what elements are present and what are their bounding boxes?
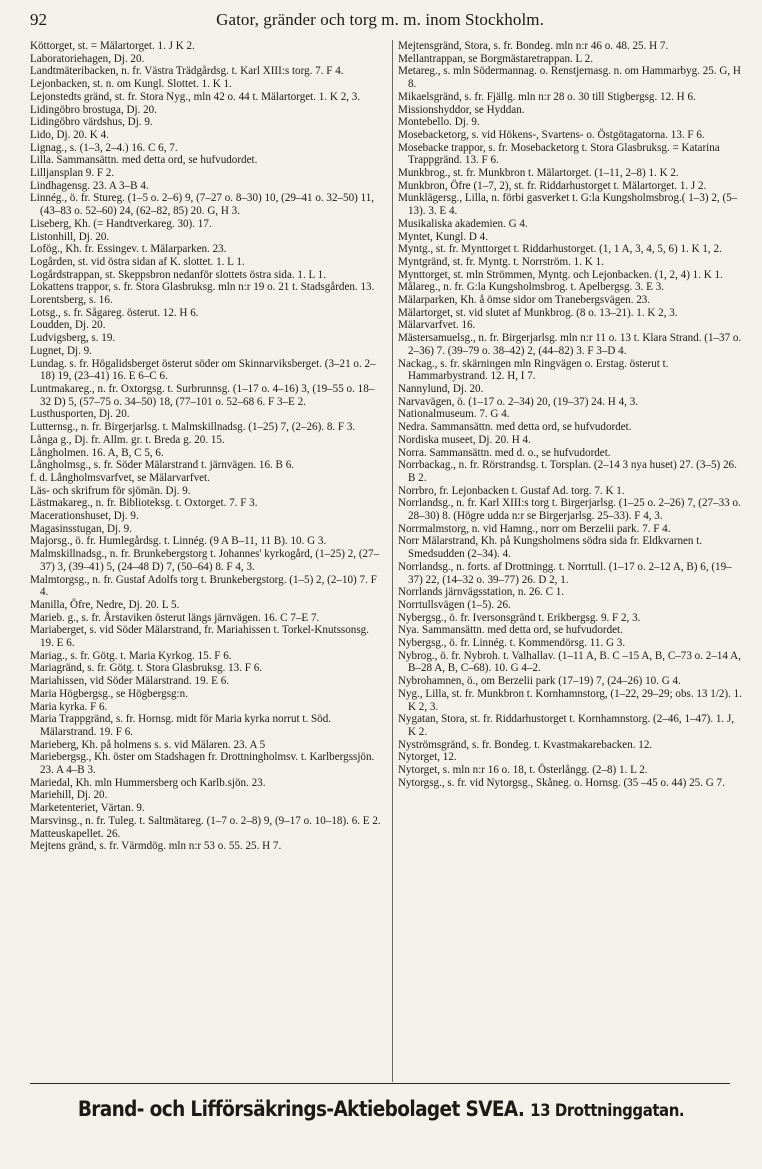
directory-entry: Nannylund, Dj. 20.	[398, 382, 484, 395]
directory-entry: Mariaberget, s. vid Söder Mälarstrand, fr. Mariahissen t. Torkel-Knutssonsg. 19. E 6.	[30, 624, 369, 650]
left-column	[30, 40, 382, 853]
directory-entry: Manilla, Öfre, Nedre, Dj. 20. L 5.	[30, 598, 180, 611]
directory-entry: Nygatan, Stora, st. fr. Riddarhustorget t. Kornhamnstorg. (2–46, 1–47). 1. J, K 2.	[398, 713, 735, 738]
directory-entry: Matteuskapellet. 26.	[30, 827, 121, 840]
directory-entry: Magasinsstugan, Dj. 9.	[30, 522, 132, 535]
directory-entry: Montebello. Dj. 9.	[398, 116, 480, 129]
directory-entry: Långa g., Dj. fr. Allm. gr. t. Breda g. 20. 15.	[30, 433, 225, 446]
directory-entry: Nybergsg., ö. fr. Linnég. t. Kommendörsg. 11. G 3.	[398, 637, 626, 650]
directory-entry: Missionshyddor, se Hyddan.	[398, 103, 525, 116]
page-header	[30, 10, 730, 36]
directory-entry: Logården, st. vid östra sidan af K. slottet. 1. L 1.	[30, 255, 245, 268]
directory-entry: Norra. Sammansättn. med d. o., se hufvudordet.	[398, 446, 611, 459]
directory-entry: Norrmalmstorg, n. vid Hamng., norr om Berzelii park. 7. F 4.	[398, 522, 671, 535]
directory-entry: Lusthusporten, Dj. 20.	[30, 408, 130, 421]
directory-entry: Lugnet, Dj. 9.	[30, 344, 92, 357]
directory-entry: Lejonstedts gränd, st. fr. Stora Nyg., mln 42 o. 44 t. Mälartorget. 1. K 2, 3.	[30, 90, 361, 103]
directory-entry: Marketenteriet, Värtan. 9.	[30, 802, 145, 815]
directory-entry: Köttorget, st. = Mälartorget. 1. J K 2.	[30, 40, 195, 52]
directory-entry: Musikaliska akademien. G 4.	[398, 217, 528, 230]
directory-entry: Lejonbacken, st. n. om Kungl. Slottet. 1. K 1.	[30, 78, 232, 91]
directory-entry: Norrlandsg., n. fr. Karl XIII:s torg t. Birgerjarlsg. (1–25 o. 2–26) 7, (27–33 o. 28–30) 8. (Högre udda n:r se Birgerjarlsg. 25–33). F 4, 3.	[398, 497, 741, 523]
directory-entry: Mariag., s. fr. Götg. t. Maria Kyrkog. 15. F 6.	[30, 649, 232, 662]
directory-entry: Myntg., st. fr. Mynttorget t. Riddarhustorget. (1, 1 A, 3, 4, 5, 6) 1. K 1, 2.	[398, 243, 722, 256]
directory-entry: Maria kyrka. F 6.	[30, 700, 108, 713]
directory-entry: Ludvigsberg, s. 19.	[30, 332, 116, 345]
directory-entry: Målareg., n. fr. G:la Kungsholmsbrog. t. Apelbergsg. 3. E 3.	[398, 281, 665, 294]
directory-entry: Nya. Sammansättn. med detta ord, se hufvudordet.	[398, 624, 623, 637]
page-number: 92	[30, 10, 47, 29]
directory-entry: Lilla. Sammansättn. med detta ord, se hufvudordet.	[30, 154, 258, 167]
directory-entry: Nytorget, s. mln n:r 16 o. 18, t. Österlångg. (2–8) 1. L 2.	[398, 764, 648, 777]
directory-entry: Mälarvarfvet. 16.	[398, 319, 476, 332]
directory-entry: Maria Trappgränd, s. fr. Hornsg. midt för Maria kyrka norrut t. Söd. Mälarstrand. 19. F 6.	[30, 713, 332, 738]
directory-entry: Mariehill, Dj. 20.	[30, 789, 108, 802]
directory-entry: Narvavägen, ö. (1–17 o. 2–34) 20, (19–37) 24. H 4, 3.	[398, 395, 639, 408]
directory-entry: Mälarparken, Kh. å ömse sidor om Tranebergsvägen. 23.	[398, 294, 651, 307]
directory-entry: Macerationshuset, Dj. 9.	[30, 510, 139, 523]
directory-entry: Lignag., s. (1–3, 2–4.) 16. C 6, 7.	[30, 141, 178, 154]
directory-entry: Marieb. g., s. fr. Årstaviken österut längs järnvägen. 16. C 7–E 7.	[30, 611, 320, 624]
directory-entry: Munkbron, Öfre (1–7, 2), st. fr. Riddarhustorget t. Mälartorget. 1. J 2.	[398, 179, 707, 192]
directory-entry: Nybrog., ö. fr. Nybroh. t. Valhallav. (1–11 A, B. C –15 A, B, C–73 o. 2–14 A, B–28 A, B, C–68). 10. G 4–2.	[398, 649, 741, 675]
directory-entry: Mejtens gränd, s. fr. Värmdög. mln n:r 53 o. 55. 25. H 7.	[30, 840, 282, 853]
directory-entry: Norrlands järnvägsstation, n. 26. C 1.	[398, 586, 565, 599]
directory-entry: Lokattens trappor, s. fr. Stora Glasbruksg. mln n:r 19 o. 21 t. Stadsgården. 13.	[30, 281, 375, 294]
directory-entry: Nybrohamnen, ö., om Berzelii park (17–19) 7, (24–26) 10. G 4.	[398, 675, 681, 688]
directory-entry: Lindhagensg. 23. A 3–B 4.	[30, 179, 149, 192]
directory-entry: Långholmen. 16. A, B, C 5, 6.	[30, 446, 164, 459]
directory-entry: Liseberg, Kh. (= Handtverkareg. 30). 17.	[30, 217, 212, 230]
directory-entry: Lutternsg., n. fr. Birgerjarlsg. t. Malmskillnadsg. (1–25) 7, (2–26). 8. F 3.	[30, 421, 356, 434]
directory-entry: Malmskillnadsg., n. fr. Brunkebergstorg t. Johannes' kyrkogård, (1–25) 2, (27–37) 3, (39–41) 5, (24–48 D) 7, (50–64) 8. F 4, 3.	[30, 548, 380, 573]
directory-entry: Norrbackag., n. fr. Rörstrandsg. t. Torsplan. (2–14 3 nya huset) 27. (3–5) 26. B 2.	[398, 459, 737, 484]
directory-entry: Nedra. Sammansättn. med detta ord, se hufvudordet.	[398, 421, 632, 434]
directory-entry: Mariebergsg., Kh. öster om Stadshagen fr. Drottningholmsv. t. Karlbergssjön. 23. A 4–B 3.	[30, 751, 375, 777]
directory-entry: Laboratoriehagen, Dj. 20.	[30, 52, 145, 65]
directory-entry: Majorsg., ö. fr. Humlegårdsg. t. Linnég. (9 A B–11, 11 B). 10. G 3.	[30, 535, 327, 548]
directory-entry: Listonhill, Dj. 20.	[30, 230, 110, 243]
directory-entry: Nytorgsg., s. fr. vid Nytorgsg., Skåneg. o. Hornsg. (35 –45 o. 44) 25. G 7.	[398, 776, 725, 789]
directory-entry: Munkbrog., st. fr. Munkbron t. Mälartorget. (1–11, 2–8) 1. K 2.	[398, 167, 679, 180]
directory-entry: Myntgränd, st. fr. Myntg. t. Norrström. 1. K 1.	[398, 255, 604, 268]
directory-entry: Mejtensgränd, Stora, s. fr. Bondeg. mln n:r 46 o. 48. 25. H 7.	[398, 40, 669, 52]
directory-entry: Luntmakareg., n. fr. Oxtorgsg. t. Surbrunnsg. (1–17 o. 4–16) 3, (19–55 o. 18–32 D) 5, (57–75 o. 34–50) 18, (77–101 o. 52–68 6. F 3–E 2.	[30, 382, 375, 408]
directory-entry: Mosebacketorg, s. vid Hökens-, Svartens- o. Östgötagatorna. 13. F 6.	[398, 128, 705, 141]
directory-entry: Maria Högbergsg., se Högbergsg:n.	[30, 687, 188, 700]
directory-entry: Mynttorget, st. mln Strömmen, Myntg. och Lejonbacken. (1, 2, 4) 1. K 1.	[398, 268, 723, 281]
directory-entry: Malmtorgsg., n. fr. Gustaf Adolfs torg t. Brunkebergstorg. (1–5) 2, (2–10) 7. F 4.	[30, 573, 377, 599]
directory-entry: Lästmakareg., n. fr. Biblioteksg. t. Oxtorget. 7. F 3.	[30, 497, 258, 510]
advertisement-address: 13 Drottninggatan.	[530, 1101, 685, 1121]
directory-entry: Lundag. s. fr. Högalidsberget österut söder om Skinnarviksberget. (3–21 o. 2–18) 19, (23–41) 16. E 6–C 6.	[30, 357, 376, 383]
directory-entry: Norrlandsg., n. forts. af Drottningg. t. Norrtull. (1–17 o. 2–12 A, B) 6, (19–37) 22, (14–32 o. 39–77) 26. D 2, 1.	[398, 560, 732, 586]
directory-entry: Lido, Dj. 20. K 4.	[30, 128, 109, 141]
directory-entry: Lilljansplan 9. F 2.	[30, 167, 115, 180]
directory-entry: Marsvinsg., n. fr. Tuleg. t. Saltmätareg. (1–7 o. 2–8) 9, (9–17 o. 10–18). 6. E 2.	[30, 814, 381, 827]
directory-entry: Mellantrappan, se Borgmästaretrappan. L 2.	[398, 52, 594, 65]
directory-entry: Mosebacke trappor, s. fr. Mosebacketorg t. Stora Glasbruksg. = Katarina Trappgränd. 13. F 6.	[398, 141, 720, 167]
directory-entry: Norr Mälarstrand, Kh. på Kungsholmens södra sida fr. Eldkvarnen t. Smedsudden (2–34). 4.	[398, 535, 703, 561]
directory-entry: Mariahissen, vid Söder Mälarstrand. 19. E 6.	[30, 675, 230, 688]
directory-entry: Nordiska museet, Dj. 20. H 4.	[398, 433, 531, 446]
directory-entry: Lidingöbro brostuga, Dj. 20.	[30, 103, 157, 116]
directory-entry: Munklägersg., Lilla, n. förbi gasverket t. G:la Kungsholmsbrog.( 1–3) 2, (5–13). 3. E 4.	[398, 192, 738, 218]
directory-entry: Nationalmuseum. 7. G 4.	[398, 408, 510, 421]
directory-entry: Mariedal, Kh. mln Hummersberg och Karlb.sjön. 23.	[30, 776, 266, 789]
directory-entry: Metareg., s. mln Södermannag. o. Renstjernasg. n. om Hammarbyg. 25. G, H 8.	[398, 65, 741, 91]
directory-entry: Norrbro, fr. Lejonbacken t. Gustaf Ad. torg. 7. K 1.	[398, 484, 625, 497]
directory-entry: Nybergsg., ö. fr. Iversonsgränd t. Erikbergsg. 9. F 2, 3.	[398, 611, 641, 624]
page-title: Gator, gränder och torg m. m. inom Stockholm.	[216, 10, 544, 29]
directory-entry: Lotsg., s. fr. Sågareg. österut. 12. H 6.	[30, 306, 199, 319]
directory-entry: Nytorget, 12.	[398, 751, 457, 764]
directory-entry: Linnég., ö. fr. Stureg. (1–5 o. 2–6) 9, (7–27 o. 8–30) 10, (29–41 o. 32–50) 11, (43–83 o. 52–60) 24, (62–82, 85) 20. G, H 3.	[30, 192, 375, 218]
column-divider	[392, 40, 393, 1082]
directory-entry: Logårdstrappan, st. Skeppsbron nedanför slottets östra sida. 1. L 1.	[30, 268, 326, 281]
directory-entry: Nyströmsgränd, s. fr. Bondeg. t. Kvastmakarebacken. 12.	[398, 738, 653, 751]
advertisement-banner	[46, 1097, 717, 1121]
directory-entry: Lidingöbro värdshus, Dj. 9.	[30, 116, 153, 129]
directory-entry: Långholmsg., s. fr. Söder Mälarstrand t. järnvägen. 16. B 6.	[30, 459, 295, 472]
directory-entry: Läs- och skrifrum för sjömän. Dj. 9.	[30, 484, 191, 497]
directory-entry: f. d. Långholmsvarfvet, se Mälarvarfvet.	[30, 471, 210, 484]
directory-entry: Lorentsberg, s. 16.	[30, 294, 113, 307]
right-column	[398, 40, 743, 789]
directory-entry: Loudden, Dj. 20.	[30, 319, 106, 332]
footer-divider	[30, 1083, 730, 1084]
directory-entry: Norrtullsvägen (1–5). 26.	[398, 598, 511, 611]
directory-entry: Mälartorget, st. vid slutet af Munkbrog. (8 o. 13–21). 1. K 2, 3.	[398, 306, 678, 319]
advertisement-text: Brand- och Lifförsäkrings-Aktiebolaget SVEA.	[77, 1097, 525, 1121]
directory-entry: Nyg., Lilla, st. fr. Munkbron t. Kornhamnstorg, (1–22, 29–29; obs. 13 1/2). 1. K 2, 3.	[398, 687, 742, 713]
directory-entry: Mästersamuelsg., n. fr. Birgerjarlsg. mln n:r 11 o. 13 t. Klara Strand. (1–37 o. 2–36) 7. (39–79 o. 38–42) 2, (44–82) 3. F 3–D 4.	[398, 332, 742, 357]
directory-entry: Nackag., s. fr. skärningen mln Ringvägen o. Erstag. österut t. Hammarbystrand. 12. H, I 7.	[398, 357, 669, 383]
directory-entry: Mariagränd, s. fr. Götg. t. Stora Glasbruksg. 13. F 6.	[30, 662, 263, 675]
directory-entry: Myntet, Kungl. D 4.	[398, 230, 488, 243]
directory-entry: Mikaelsgränd, s. fr. Fjällg. mln n:r 28 o. 30 till Stigbergsg. 12. H 6.	[398, 90, 696, 103]
directory-entry: Lofög., Kh. fr. Essingev. t. Mälarparken. 23.	[30, 243, 227, 256]
directory-entry: Landtmäteribacken, n. fr. Västra Trädgårdsg. t. Karl XIII:s torg. 7. F 4.	[30, 65, 344, 78]
directory-entry: Marieberg, Kh. på holmens s. s. vid Mälaren. 23. A 5	[30, 738, 266, 751]
